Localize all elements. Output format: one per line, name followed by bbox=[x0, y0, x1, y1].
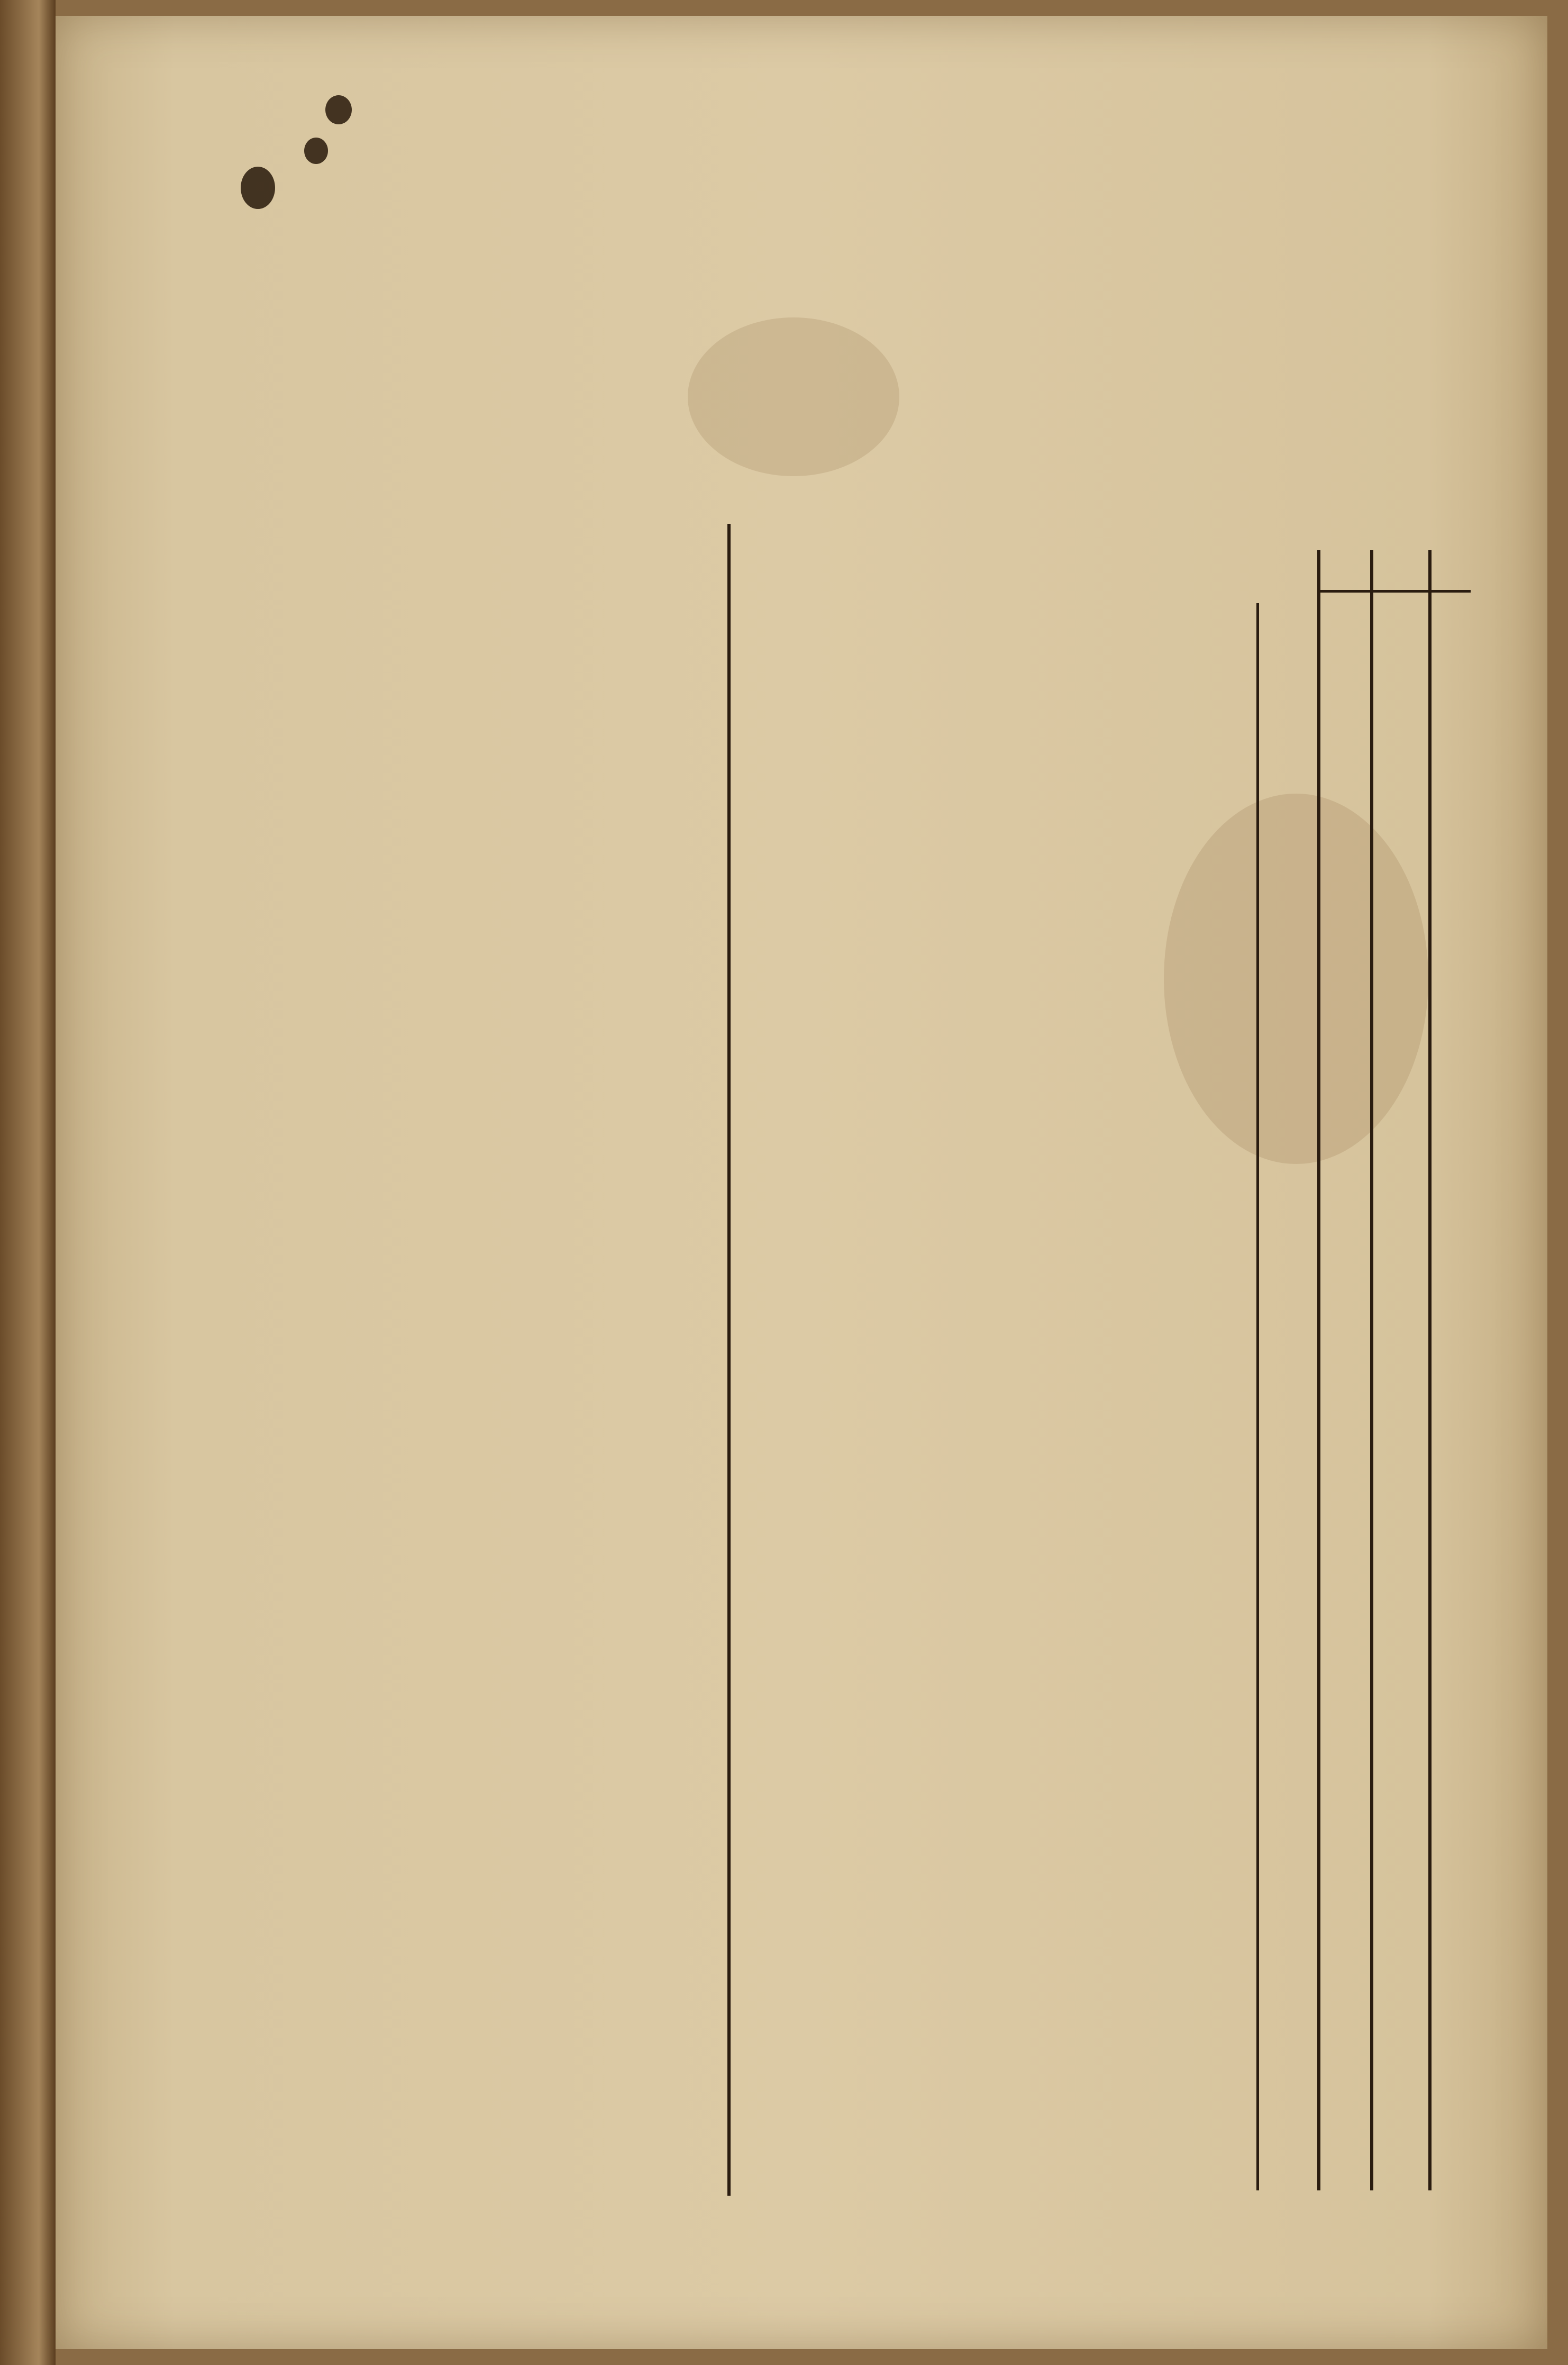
book-gutter bbox=[0, 0, 56, 2365]
foxing-spot bbox=[1164, 794, 1428, 1164]
ink-stain bbox=[241, 167, 275, 209]
header-rule bbox=[1317, 590, 1471, 593]
brace-rule bbox=[1256, 603, 1259, 2190]
ink-stain bbox=[325, 95, 352, 124]
foxing-spot bbox=[688, 317, 899, 476]
column-rule bbox=[1317, 550, 1320, 2190]
column-rule bbox=[1370, 550, 1373, 2190]
ink-stain bbox=[304, 138, 328, 164]
column-rule bbox=[1428, 550, 1432, 2190]
column-rule bbox=[727, 524, 731, 2196]
